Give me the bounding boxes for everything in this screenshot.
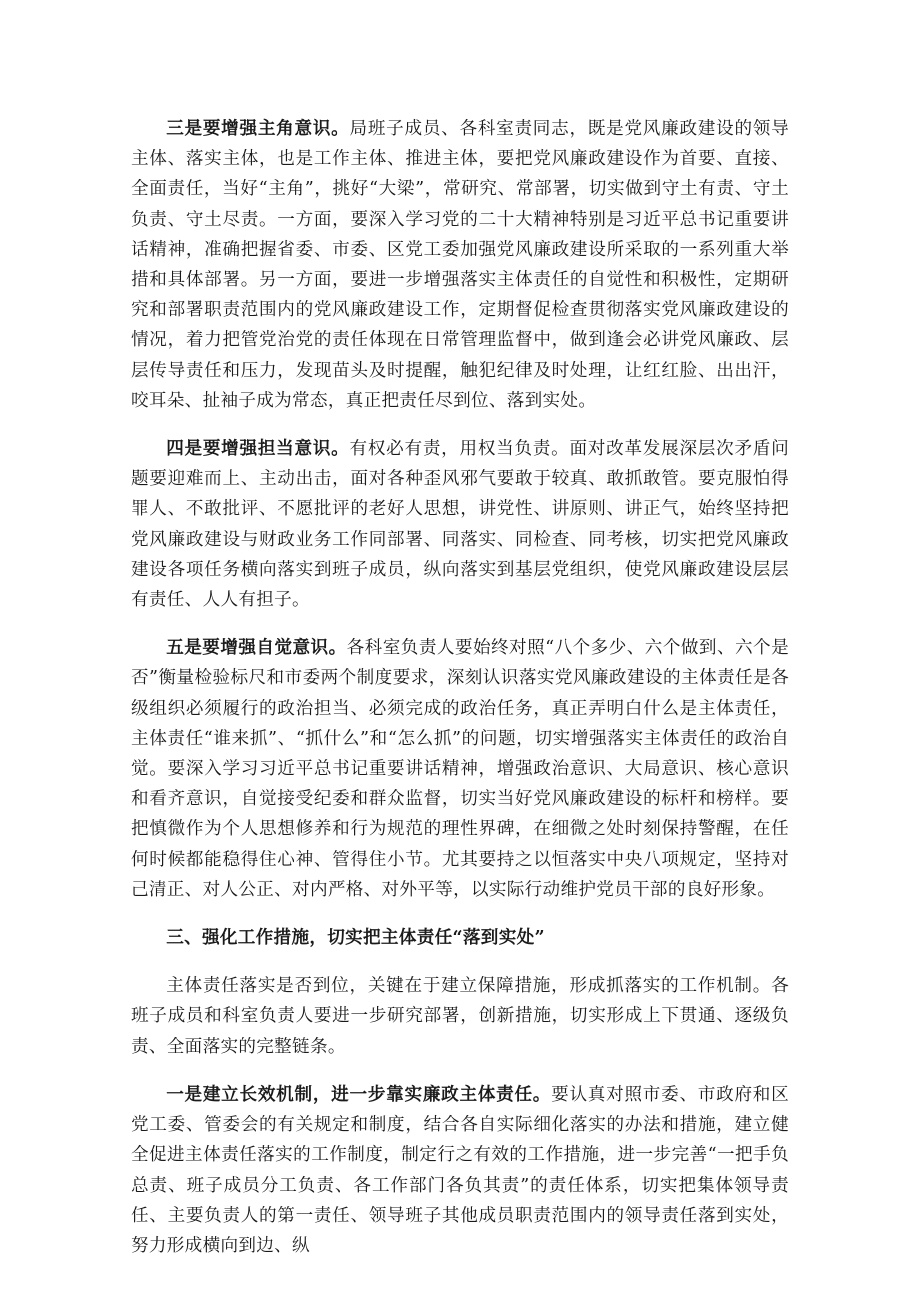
section-heading: 三、强化工作措施，切实把主体责任“落到实处” xyxy=(166,927,545,949)
paragraph-text: 要认真对照市委、市政府和区党工委、管委会的有关规定和制度，结合各自实际细化落实的办法和措施，建立健全促进主体责任落实的工作制度，制定行之有效的工作措施，进一步完善“一把手负总责、班子成员分工负责、各工作部门各负其责”的责任体系，切实把集体领导责任、主要负责人的第一责任、领导班子其他成员职责范围内的领导责任落到实处，努力形成横向到边、纵 xyxy=(131,1084,789,1256)
paragraph-lead: 三是要增强主角意识。 xyxy=(166,118,350,139)
paragraph-text: 局班子成员、各科室责同志，既是党风廉政建设的领导主体、落实主体，也是工作主体、推进主体，要把党风廉政建设作为首要、直接、全面责任，当好“主角”，挑好“大梁”，常研究、常部署，切实做到守土有责、守土负责、守土尽责。一方面，要深入学习党的二十大精神特别是习近平总书记重要讲话精神，准确把握省委、市委、区党工委加强党风廉政建设所采取的一系列重大举措和具体部署。另一方面，要进一步增强落实主体责任的自觉性和积极性，定期研究和部署职责范围内的党风廉政建设工作，定期督促检查贯彻落实党风廉政建设的情况，着力把管党治党的责任体现在日常管理监督中，做到逢会必讲党风廉政、层层传导责任和压力，发现苗头及时提醒，触犯纪律及时处理，让红红脸、出出汗，咬耳朵、扯袖子成为常态，真正把责任尽到位、落到实处。 xyxy=(131,119,789,411)
paragraph-5-self-awareness xyxy=(131,633,789,905)
paragraph-lead: 四是要增强担当意识。 xyxy=(166,438,350,460)
paragraph-lead: 一是建立长效机制，进一步靠实廉政主体责任。 xyxy=(166,1083,552,1105)
paragraph-text: 各科室负责人要始终对照“八个多少、六个做到、六个是否”衡量检验标尺和市委两个制度要求，深刻认识落实党风廉政建设的主体责任是各级组织必须履行的政治担当、必须完成的政治任务，真正弄明白什么是主体责任，主体责任“谁来抓”、“抓什么”和“怎么抓”的问题，切实增强落实主体责任的政治自觉。要深入学习习近平总书记重要讲话精神，增强政治意识、大局意识、核心意识和看齐意识，自觉接受纪委和群众监督，切实当好党风廉政建设的标杆和榜样。要把慎微作为个人思想修养和行为规范的理性界碑，在细微之处时刻保持警醒，在任何时候都能稳得住心神、管得住小节。尤其要持之以恒落实中央八项规定，坚持对己清正、对人公正、对内严格、对外平等，以实际行动维护党员干部的良好形象。 xyxy=(131,638,789,900)
paragraph-text: 有权必有责，用权当负责。面对改革发展深层次矛盾问题要迎难而上、主动出击，面对各种歪风邪气要敢于较真、敢抓敢管。要克服怕得罪人、不敢批评、不愿批评的老好人思想，讲党性、讲原则、讲正气，始终坚持把党风廉政建设与财政业务工作同部署、同落实、同检查、同考核，切实把党风廉政建设各项任务横向落实到班子成员，纵向落实到基层党组织，使党风廉政建设层层有责任、人人有担子。 xyxy=(131,439,789,611)
section-intro-paragraph: 主体责任落实是否到位，关键在于建立保障措施，形成抓落实的工作机制。各班子成员和科室负责人要进一步研究部署，创新措施，切实形成上下贯通、逐级负责、全面落实的完整链条。 xyxy=(131,976,789,1057)
paragraph-1-long-term-mechanism xyxy=(131,1080,789,1261)
paragraph-3-protagonist-awareness xyxy=(131,114,789,416)
document-body xyxy=(131,114,789,1279)
paragraph-4-responsibility-awareness xyxy=(131,434,789,615)
paragraph-lead: 五是要增强自觉意识。 xyxy=(166,637,347,659)
